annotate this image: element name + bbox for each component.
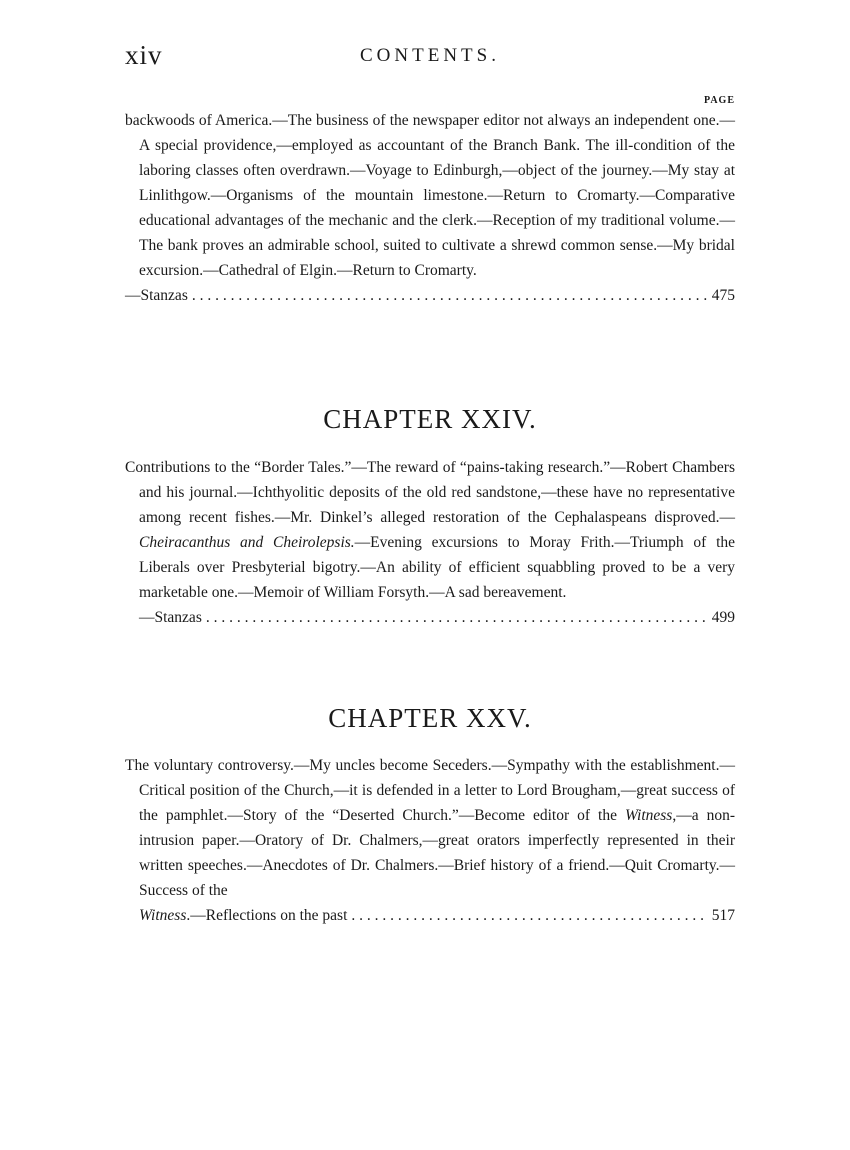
toc-entry-chapter-25 [125, 753, 735, 928]
toc-entry-chapter-24 [125, 455, 735, 630]
toc-page-number: 475 [711, 287, 735, 304]
toc-entry-text: backwoods of America.—The business of the newspaper editor not always an independent one.—A special providence,—employed as accountant of the Branch Bank. The ill-condition of the laboring classes often overdrawn.—Voyage to Edinburgh,—object of the journey.—My stay at Linlithgow.—Organisms of the mountain limestone.—Return to Cromarty.—Comparative educational advantages of the mechanic and the clerk.—Reception of my traditional volume.—The bank proves an admirable school, suited to cultivate a shrewd common sense.—My bridal excursion.—Cathedral of Elgin.—Return to Cromarty. [125, 112, 735, 279]
toc-entry-text: Contributions to the “Border Tales.”—The reward of “pains-taking research.”—Robert Chambers and his journal.—Ichthyolitic deposits of the old red sandstone,—these have no representative among recent fishes.—Mr. Dinkel’s alleged restoration of the Cephalaspeans disproved.—Cheiracanthus and Cheirolepsis.—Evening excursions to Moray Frith.—Triumph of the Liberals over Presbyterial bigotry.—An ability of efficient squabbling proved to be a very marketable one.—Memoir of William Forsyth.—A sad bereavement. [125, 459, 736, 601]
chapter-heading: CHAPTER XXIV. [323, 404, 537, 434]
page-number: xiv [125, 40, 163, 70]
toc-page-number: 499 [711, 609, 735, 626]
dot-leader [351, 903, 707, 928]
toc-entry-last-line [125, 903, 735, 928]
chapter-heading: CHAPTER XXV. [328, 703, 532, 733]
running-head: CONTENTS. [360, 45, 500, 66]
toc-entry-tail: —Stanzas [139, 609, 202, 626]
toc-entry-tail: Witness.—Reflections on the past [139, 907, 348, 924]
dot-leader [192, 283, 708, 308]
italic-title: Witness [139, 907, 187, 924]
page-column-label: PAGE [703, 95, 735, 106]
toc-entry-last-line [125, 283, 735, 308]
toc-entry-last-line [125, 605, 735, 630]
dot-leader [206, 605, 708, 630]
italic-title: Witness [624, 807, 673, 824]
page-header [125, 40, 735, 80]
toc-page-number: 517 [711, 907, 735, 924]
toc-entry-tail: —Stanzas [125, 287, 188, 304]
toc-entry-previous [125, 108, 735, 308]
toc-entry-text: The voluntary controversy.—My uncles become Seceders.—Sympathy with the establishment.—Critical position of the Church,—it is defended in a letter to Lord Brougham,—great success of the pamphlet.—Story of the “Deserted Church.”—Become editor of the Witness,—a non-intrusion paper.—Oratory of Dr. Chalmers,—great orators imperfectly represented in their written speeches.—Anecdotes of Dr. Chalmers.—Brief history of a friend.—Quit Cromarty.—Success of the [125, 757, 735, 899]
italic-species-names: Cheiracanthus and Cheirolepsis. [139, 534, 355, 551]
